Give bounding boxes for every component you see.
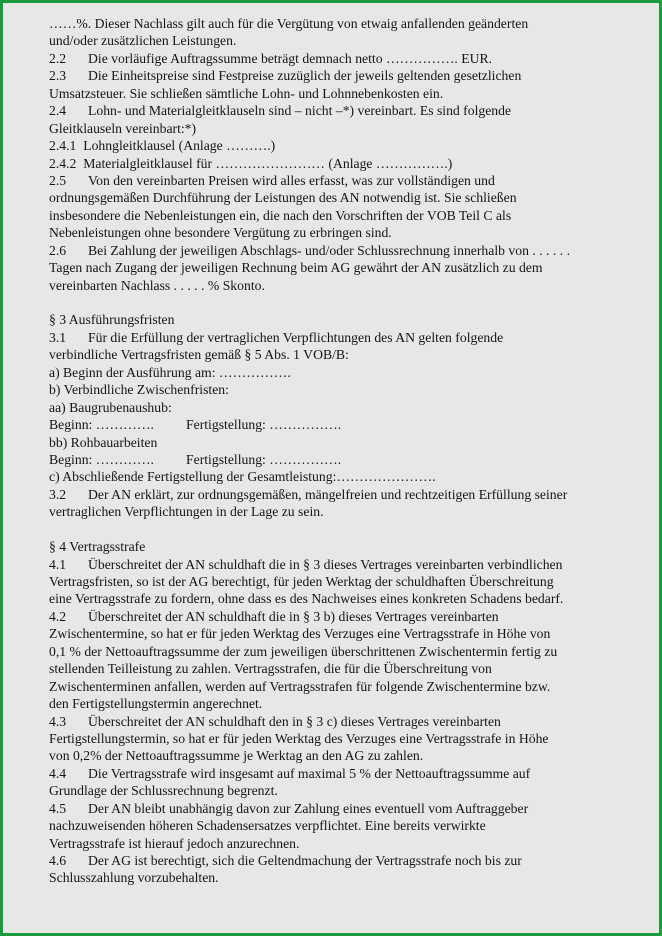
clause-continuation: stellenden Teilleistung zu zahlen. Vertragsstrafen, die für die Überschreitung von (49, 661, 492, 677)
clause-continuation: Schlusszahlung vorzubehalten. (49, 870, 219, 886)
document-page (3, 3, 659, 933)
clause-number: 2.6 (49, 242, 67, 258)
clause-continuation: Umsatzsteuer. Sie schließen sämtliche Lohn- und Lohnnebenkosten ein. (49, 85, 444, 101)
clause-3-bb-dates (49, 451, 641, 468)
clause-number: 4.3 (49, 713, 67, 729)
clause-number: 4.6 (49, 853, 67, 868)
clause-continuation: vereinbarten Nachlass . . . . . % Skonto. (49, 277, 265, 293)
clause-text: Der AG ist berechtigt, sich die Geltendmachung der Vertragsstrafe noch bis zur (88, 853, 522, 868)
clause-text: Die vorläufige Auftragssumme beträgt demnach netto ……………. EUR. (88, 50, 493, 66)
clause-continuation: 0,1 % der Nettoauftragssumme der zum jeweiligen überschrittenen Zwischentermin fertig zu (49, 643, 558, 659)
clause-text: Überschreitet der AN schuldhaft die in § 3 b) dieses Vertrages vereinbarten (88, 608, 499, 624)
clause-3-c: c) Abschließende Fertigstellung der Gesamtleistung:…………………. (49, 469, 436, 485)
clause-continuation: verbindliche Vertragsfristen gemäß § 5 Abs. 1 VOB/B: (49, 347, 349, 363)
clause-number: 2.2 (49, 50, 67, 66)
clause-text: Die Einheitspreise sind Festpreise zuzüglich der jeweils geltenden gesetzlichen (88, 68, 522, 84)
clause-continuation: Zwischenterminen anfallen, werden auf Vertragsstrafen für folgende Zwischentermine bzw. (49, 678, 551, 694)
clause-2-3 (49, 67, 641, 84)
clause-3-1 (49, 329, 641, 346)
section-heading-4: § 4 Vertragsstrafe (49, 539, 146, 555)
clause-2-5 (49, 172, 641, 189)
clause-text: Die Vertragsstrafe wird insgesamt auf maximal 5 % der Nettoauftragssumme auf (88, 765, 531, 781)
clause-text: Bei Zahlung der jeweiligen Abschlags- und/oder Schlussrechnung innerhalb von . . . . . . (88, 242, 571, 258)
clause-4-5 (49, 800, 641, 817)
start-date-field: Beginn: …………. (49, 451, 154, 467)
clause-number: 4.1 (49, 556, 67, 572)
clause-text: Der AN erklärt, zur ordnungsgemäßen, mängelfreien und rechtzeitigen Erfüllung seiner (88, 486, 568, 502)
clause-continuation: Nebenleistungen ohne besondere Vergütung zu erbringen sind. (49, 225, 392, 241)
clause-number: 4.2 (49, 608, 67, 624)
clause-3-2 (49, 486, 641, 503)
clause-text: Der AN bleibt unabhängig davon zur Zahlung eines eventuell vom Auftraggeber (88, 800, 529, 816)
start-date-field: Beginn: …………. (49, 417, 154, 433)
clause-continuation: Vertragsstrafe ist hierauf jedoch anzurechnen. (49, 835, 300, 851)
clause-continuation: insbesondere die Nebenleistungen ein, die nach den Vorschriften der VOB Teil C als (49, 207, 512, 223)
clause-2-4-1: 2.4.1 Lohngleitklausel (Anlage ……….) (49, 138, 276, 154)
clause-continuation: von 0,2% der Nettoauftragssumme je Werktag an den AG zu zahlen. (49, 748, 424, 764)
clause-number: 3.2 (49, 486, 67, 502)
clause-4-1 (49, 556, 641, 573)
clause-4-3 (49, 713, 641, 730)
completion-date-field: Fertigstellung: ……………. (186, 451, 342, 467)
clause-2-4 (49, 102, 641, 119)
clause-2-4-2: 2.4.2 Materialgleitklausel für …………………… (Anlage …………….) (49, 155, 453, 171)
clause-number: 2.4 (49, 103, 67, 119)
clause-2-6 (49, 242, 641, 259)
clause-4-6 (49, 852, 641, 869)
clause-continuation: nachzuweisenden höheren Schadensersatzes verpflichtet. Eine bereits verwirkte (49, 818, 486, 834)
clause-continuation: den Fertigstellungstermin angerechnet. (49, 696, 263, 712)
clause-3-aa: aa) Baugrubenaushub: (49, 399, 172, 415)
paragraph-gap (49, 294, 641, 311)
clause-3-aa-dates (49, 416, 641, 433)
clause-number: 3.1 (49, 329, 67, 345)
clause-continuation: Zwischentermine, so hat er für jeden Werktag des Verzuges eine Vertragsstrafe in Höhe von (49, 626, 551, 642)
clause-4-2 (49, 608, 641, 625)
clause-continuation: Grundlage der Schlussrechnung begrenzt. (49, 783, 278, 799)
clause-3-a: a) Beginn der Ausführung am: ……………. (49, 364, 291, 380)
clause-number: 2.3 (49, 68, 67, 84)
clause-number: 4.4 (49, 765, 67, 781)
clause-continuation: Gleitklauseln vereinbart:*) (49, 120, 197, 136)
clause-text: Überschreitet der AN schuldhaft die in § 3 dieses Vertrages vereinbarten verbindlichen (88, 556, 563, 572)
clause-2-2 (49, 50, 641, 67)
clause-text: Von den vereinbarten Preisen wird alles erfasst, was zur vollständigen und (88, 172, 495, 188)
clause-number: 2.5 (49, 172, 67, 188)
clause-continuation: Tagen nach Zugang der jeweiligen Rechnung beim AG gewährt der AN zusätzlich zu dem (49, 260, 543, 276)
clause-text: Überschreitet der AN schuldhaft den in § 3 c) dieses Vertrages vereinbarten (88, 713, 501, 729)
paragraph-gap (49, 521, 641, 538)
clause-text: Für die Erfüllung der vertraglichen Verpflichtungen des AN gelten folgende (88, 329, 504, 345)
intro-line: und/oder zusätzlichen Leistungen. (49, 33, 237, 49)
clause-3-bb: bb) Rohbauarbeiten (49, 434, 158, 450)
completion-date-field: Fertigstellung: ……………. (186, 417, 342, 433)
clause-number: 4.5 (49, 800, 67, 816)
clause-3-b: b) Verbindliche Zwischenfristen: (49, 382, 229, 398)
section-heading-3: § 3 Ausführungsfristen (49, 312, 175, 328)
clause-continuation: Vertragsfristen, so ist der AG berechtigt, für jeden Werktag der schuldhaften Überschreitung (49, 574, 554, 589)
intro-line: ……%. Dieser Nachlass gilt auch für die Vergütung von etwaig anfallenden geänderten (49, 16, 529, 31)
clause-continuation: Fertigstellungstermin, so hat er für jeden Werktag des Verzuges eine Vertragsstrafe in Höhe (49, 730, 549, 746)
clause-continuation: ordnungsgemäßen Durchführung der Leistungen des AN notwendig ist. Sie schließen (49, 190, 517, 206)
clause-continuation: vertraglichen Verpflichtungen in der Lage zu sein. (49, 504, 324, 520)
clause-continuation: eine Vertragsstrafe zu fordern, ohne dass es des Nachweises eines konkreten Schadens bedarf. (49, 591, 564, 607)
clause-4-4 (49, 765, 641, 782)
clause-text: Lohn- und Materialgleitklauseln sind – nicht –*) vereinbart. Es sind folgende (88, 103, 512, 119)
